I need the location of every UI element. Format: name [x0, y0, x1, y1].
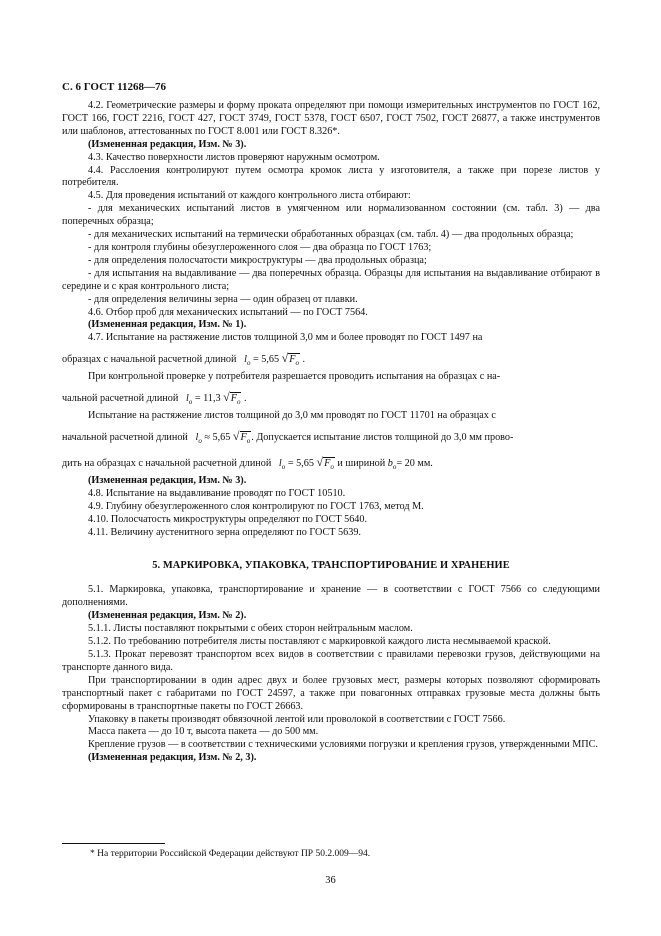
paragraph: Упаковку в пакеты производят обвязочной лентой или проволокой в соответствии с ГОСТ 7566. — [88, 713, 506, 725]
list-item: - для механических испытаний листов в умягченном или нормализованном состоянии (см. табл. 3) — два поперечных образца; — [62, 203, 600, 228]
paragraph-4-3: 4.3. Качество поверхности листов проверяют наружным осмотром. — [88, 151, 380, 163]
paragraph-4-6: 4.6. Отбор проб для механических испытаний — по ГОСТ 7564. — [88, 306, 368, 318]
paragraph-5-1-2: 5.1.2. По требованию потребителя листы поставляют с маркировкой каждого листа несмываемой краской. — [88, 636, 551, 648]
paragraph: Крепление грузов — в соответствии с техническими условиями погрузки и крепления грузов, утвержденными МПС. — [88, 739, 598, 751]
paragraph-4-2: 4.2. Геометрические размеры и форму проката определяют при помощи измерительных инструментов по ГОСТ 162, ГОСТ 166, ГОСТ 2216, ГОСТ 427, ГОСТ 3749, ГОСТ 5378, ГОСТ 6507, ГОСТ 7502, ГОСТ 26877, а также инструментов или шаблонов, аттестованных по ГОСТ 8.001 или ГОСТ 8.326*. — [62, 100, 600, 137]
list-item: - для механических испытаний на термически обработанных образцах (см. табл. 4) — два продольных образца; — [88, 229, 574, 241]
list-item: - для испытания на выдавливание — два поперечных образца. Образцы для испытания на выдавливание отбирают в середине и с края контрольного листа; — [62, 267, 600, 292]
paragraph: При контрольной проверке у потребителя разрешается проводить испытания на образцах с на- — [88, 371, 501, 383]
paragraph-5-1: 5.1. Маркировка, упаковка, транспортирование и хранение — в соответствии с ГОСТ 7566 со следующими дополнениями. — [62, 584, 600, 609]
paragraph: Масса пакета — до 10 т, высота пакета — до 500 мм. — [88, 726, 319, 738]
section-heading: 5. МАРКИРОВКА, УПАКОВКА, ТРАНСПОРТИРОВАНИЕ И ХРАНЕНИЕ — [152, 559, 510, 571]
amendment-note: (Измененная редакция, Изм. № 2, 3). — [88, 752, 257, 764]
page-number: 36 — [325, 875, 336, 886]
list-item: - для определения величины зерна — один образец от плавки. — [88, 293, 358, 305]
formula-l0-approx-565: $l_о \approx 5,65$ $√F_о$ — [195, 429, 251, 446]
paragraph-4-8: 4.8. Испытание на выдавливание проводят по ГОСТ 10510. — [88, 487, 346, 499]
formula-l0-565: $l_о = 5,65$ $√F_о$ — [244, 351, 299, 368]
amendment-note: (Измененная редакция, Изм. № 3). — [88, 138, 247, 150]
paragraph-4-10: 4.10. Полосчатость микроструктуры определяют по ГОСТ 5640. — [88, 513, 368, 525]
list-item: - для определения полосчатости микроструктуры — два продольных образца; — [88, 254, 427, 266]
formula-line: дить на образцах с начальной расчетной длиной $l_о = 5,65$ $√F_о$ и шириной $b_о= 20$ мм. — [62, 455, 433, 472]
amendment-note: (Измененная редакция, Изм. № 2). — [88, 610, 247, 622]
paragraph: Испытание на растяжение листов толщиной до 3,0 мм проводят по ГОСТ 11701 на образцах с — [88, 410, 496, 422]
amendment-note: (Измененная редакция, Изм. № 3). — [88, 475, 247, 487]
paragraph-5-1-1: 5.1.1. Листы поставляют покрытыми с обеих сторон нейтральным маслом. — [88, 623, 413, 635]
paragraph-4-7: 4.7. Испытание на растяжение листов толщиной 3,0 мм и более проводят по ГОСТ 1497 на — [88, 332, 483, 344]
formula-line: начальной расчетной длиной $l_о \approx 5,65$ $√F_о$. Допускается испытание листов толщиной до 3,0 мм прово- — [62, 429, 514, 446]
formula-l0-113: $l_о = 11,3$ $√F_о$ — [185, 390, 241, 407]
formula-l0-565-b: $l_о = 5,65$ $√F_о$ — [278, 455, 334, 472]
list-item: - для контроля глубины обезуглероженного слоя — два образца по ГОСТ 1763; — [88, 241, 432, 253]
formula-b0: $b_о$ — [387, 458, 397, 472]
paragraph-4-4: 4.4. Расслоения контролируют путем осмотра кромок листа у изготовителя, а также при порезе листов у потребителя. — [62, 164, 600, 189]
page-header: С. 6 ГОСТ 11268—76 — [62, 81, 167, 93]
paragraph-4-5: 4.5. Для проведения испытаний от каждого контрольного листа отбирают: — [88, 190, 411, 202]
amendment-note: (Измененная редакция, Изм. № 1). — [88, 319, 247, 331]
document-body — [62, 100, 600, 765]
paragraph: При транспортировании в один адрес двух и более грузовых мест, размеры которых позволяют сформировать транспортный пакет с габаритами по ГОСТ 24597, а также при повагонных отправках грузовые места должны быть сформированы в транспортные пакеты по ГОСТ 26663. — [62, 674, 600, 712]
paragraph-5-1-3: 5.1.3. Прокат перевозят транспортом всех видов в соответствии с правилами перевозки грузов, действующими на транспорте данного вида. — [62, 649, 600, 673]
formula-line: образцах с начальной расчетной длиной $l_о = 5,65$ $√F_о$ . — [62, 351, 306, 368]
formula-line: чальной расчетной длиной $l_о = 11,3$ $√F_о$ . — [62, 390, 247, 407]
footnote-divider — [62, 843, 165, 844]
paragraph-4-9: 4.9. Глубину обезуглероженного слоя контролируют по ГОСТ 1763, метод М. — [88, 500, 424, 512]
paragraph-4-11: 4.11. Величину аустенитного зерна определяют по ГОСТ 5639. — [88, 526, 361, 538]
footnote: * На территории Российской Федерации действуют ПР 50.2.009—94. — [90, 849, 371, 859]
